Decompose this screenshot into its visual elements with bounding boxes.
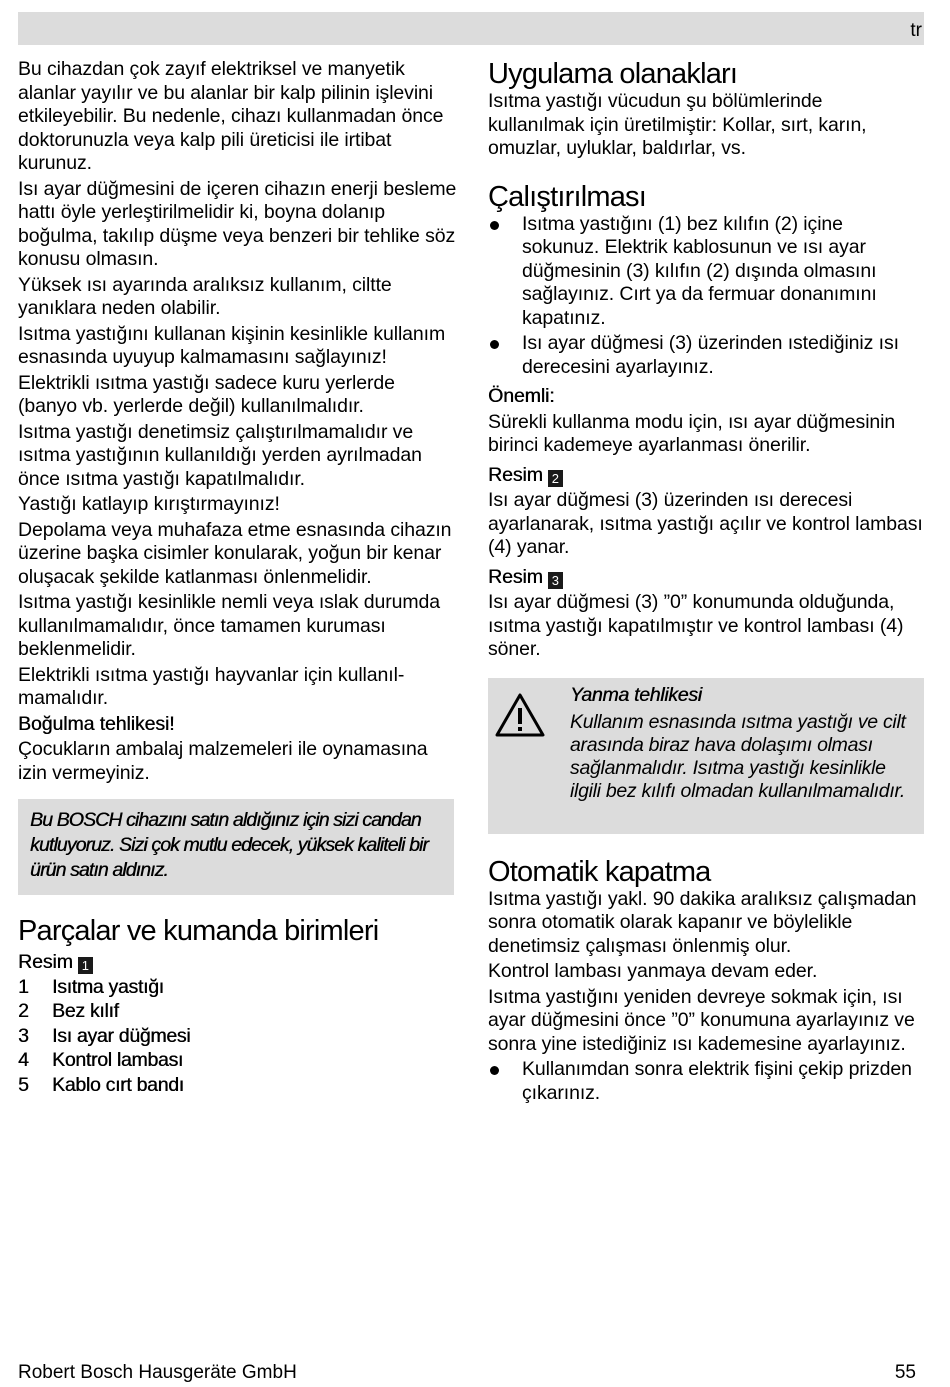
item-label: Kontrol lambası [52, 1049, 183, 1071]
warning-text-block [570, 684, 914, 803]
safety-paragraph: Bu cihazdan çok zayıf elektriksel ve manyetik alanlar yayılır ve bu alanlar bir kalp pilinin işlevini etkileyebilir. Bu nedenle, cihazı kullanmadan önce doktorunuzla veya kalp pili üreticisi ile irtibat kurunuz. [18, 58, 444, 174]
auto-off-paragraph: Isıtma yastığı yakl. 90 dakika aralıksız çalışmadan sonra otomatik olarak kapanır ve böylelikle denetimsiz çalışması önlenmiş olur. [488, 887, 917, 957]
choking-text: Çocukların ambalaj malzemeleri ile oynamasına izin vermeyiniz. [18, 738, 428, 784]
parts-list [18, 975, 458, 1098]
burn-warning-box [488, 678, 924, 834]
item-label: Kablo cırt bandı [52, 1073, 184, 1096]
safety-paragraph: Elektrikli ısıtma yastığı hayvanlar için kullanılmamalıdır. [18, 663, 405, 709]
list-item [18, 999, 458, 1024]
item-number: 2 [18, 1000, 29, 1022]
bosch-congrats-box [18, 799, 454, 895]
bullet-icon [490, 340, 499, 349]
safety-paragraph: Isıtma yastığı kesinlikle nemli veya ıslak durumda kullanılmamalıdır, önce tamamen kuruması beklenmelidir. [18, 591, 441, 660]
left-column [18, 58, 458, 1097]
uses-heading: Uygulama olanakları [488, 58, 738, 90]
bosch-congrats-text: Bu BOSCH cihazını satın aldığınız için sizi candan kutluyoruz. Sizi çok mutlu edecek, yüksek kaliteli bir ürün satın aldınız. [30, 809, 428, 881]
figure-number-badge: 2 [548, 470, 563, 487]
figure-number-badge: 3 [548, 572, 563, 589]
item-number: 5 [18, 1073, 29, 1096]
warning-text: Kullanım esnasında ısıtma yastığı ve cilt arasında biraz hava dolaşımı olması sağlanmalıdır. Isıtma yastığı kesinlikle ilgili bez kılıfı olmadan kullanılmamalıdır. [570, 710, 906, 802]
auto-off-heading: Otomatik kapatma [488, 855, 711, 888]
warning-title: Yanma tehlikesi [570, 683, 702, 706]
item-number: 1 [18, 975, 29, 998]
auto-off-paragraph: Isıtma yastığını yeniden devreye sokmak için, ısı ayar düğmesini önce ”0” konumuna ayarlayınız ve sonra yine istediğiniz ısı kademesine ayarlayınız. [488, 985, 915, 1055]
safety-paragraph: Depolama veya muhafaza etme esnasında cihazın üzerine başka cisimler konularak, yoğun bir kenar oluşacak şekilde katlanması önlenmelidir. [18, 518, 452, 588]
list-item [18, 1048, 458, 1073]
list-item [488, 1058, 924, 1105]
item-label: Isıtma yastığı [52, 975, 164, 998]
auto-off-bullets [488, 1058, 924, 1105]
list-item [488, 213, 924, 331]
safety-section [18, 58, 458, 785]
right-column [488, 58, 924, 1105]
list-item [18, 1073, 458, 1098]
auto-off-paragraph: Kontrol lambası yanmaya devam eder. [488, 960, 818, 982]
bullet-text: Isı ayar düğmesi (3) üzerinden ıstediğiniz ısı derecesini ayarlayınız. [522, 332, 899, 378]
important-title: Önemli: [488, 385, 555, 407]
figure-2-ref [488, 464, 924, 488]
item-number: 3 [18, 1024, 29, 1047]
safety-paragraph: Elektrikli ısıtma yastığı sadece kuru yerlerde (banyo vb. yerlerde değil) kullanılmalıdır. [18, 371, 395, 417]
figure-3-ref [488, 566, 924, 590]
bullet-icon [490, 1066, 499, 1075]
parts-figure-ref [18, 951, 458, 975]
safety-paragraph: Yastığı katlayıp kırıştırmayınız! [18, 493, 280, 515]
language-code: tr [910, 20, 922, 41]
list-item [488, 332, 924, 379]
safety-paragraph: Isıtma yastığını kullanan kişinin kesinlikle kullanım esnasında uyuyup kalmamasını sağlayınız! [18, 322, 446, 368]
safety-paragraph: Isı ayar düğmesini de içeren cihazın enerji besleme hattı öyle yerleştirilmelidir ki, boyna dolanıp boğulma, takılıp düşme veya benzeri bir tehlike söz konusu olmasın. [18, 177, 457, 270]
parts-heading: Parçalar ve kumanda birimleri [18, 915, 379, 947]
list-item [18, 1024, 458, 1049]
warning-triangle-icon [494, 692, 546, 738]
safety-paragraph: Isıtma yastığı denetimsiz çalıştırılmamalıdır ve ısıtma yastığının kullanıldığı yerden ayrılmadan önce ısıtma yastığı kapatılmalıdır. [18, 420, 422, 490]
footer-company: Robert Bosch Hausgeräte GmbH [18, 1362, 297, 1383]
bullet-icon [490, 221, 499, 230]
item-number: 4 [18, 1049, 29, 1071]
bullet-text: Isıtma yastığını (1) bez kılıfın (2) içine sokunuz. Elektrik kablosunun ve ısı ayar düğmesinin (3) kılıfın (2) dışında olmasını sağlayınız. Cırt ya da fermuar donanımını kapatınız. [522, 212, 877, 329]
page-number: 55 [894, 1362, 916, 1383]
operation-bullets [488, 213, 924, 380]
safety-paragraph: Yüksek ısı ayarında aralıksız kullanım, ciltte yanıklara neden olabilir. [18, 273, 392, 319]
header-bar [18, 12, 924, 45]
operation-heading: Çalıştırılması [488, 180, 646, 213]
bullet-text: Kullanımdan sonra elektrik fişini çekip prizden çıkarınız. [522, 1058, 912, 1104]
figure-2-text: Isı ayar düğmesi (3) üzerinden ısı derecesi ayarlanarak, ısıtma yastığı açılır ve kontrol lambası (4) yanar. [488, 489, 923, 558]
figure-label: Resim [488, 565, 543, 588]
figure-3-text: Isı ayar düğmesi (3) ”0” konumunda olduğunda, ısıtma yastığı kapatılmıştır ve kontrol lambası (4) söner. [488, 591, 904, 660]
figure-label: Resim [488, 463, 543, 486]
item-label: Bez kılıf [52, 1000, 119, 1022]
important-text: Sürekli kullanma modu için, ısı ayar düğmesinin birinci kademeye ayarlanması önerilir. [488, 410, 896, 456]
figure-number-badge: 1 [78, 957, 93, 974]
item-label: Isı ayar düğmesi [52, 1024, 191, 1047]
choking-title: Boğulma tehlikesi! [18, 712, 175, 735]
uses-text: Isıtma yastığı vücudun şu bölümlerinde kullanılmak için üretilmiştir: Kollar, sırt, karın, omuzlar, uyluklar, baldırlar, vs. [488, 90, 867, 159]
figure-label: Resim [18, 951, 73, 973]
list-item [18, 975, 458, 1000]
